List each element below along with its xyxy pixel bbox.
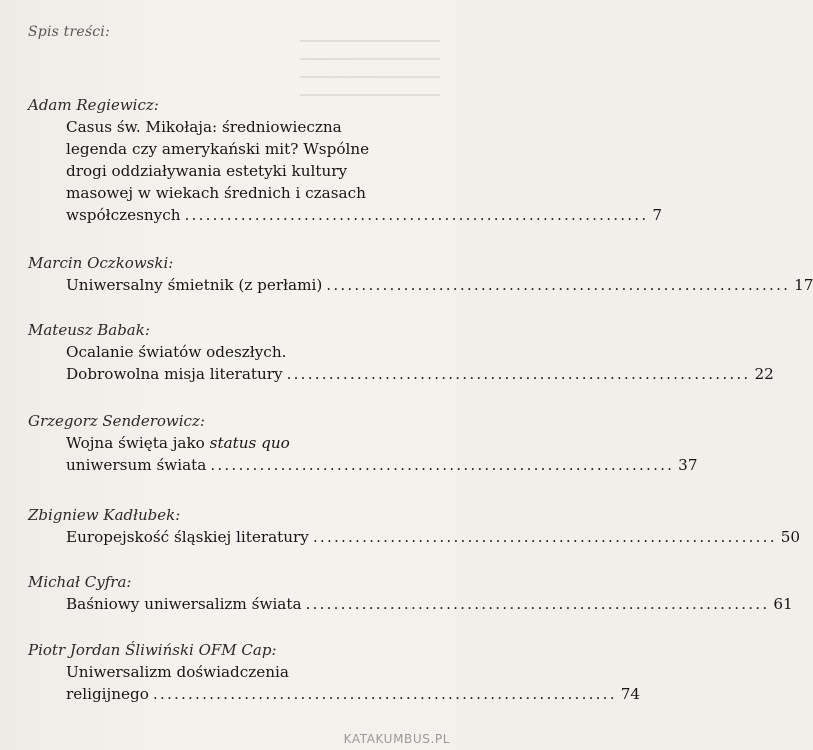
- page-number: 7: [652, 206, 663, 224]
- dot-leader: ..................................................................: [286, 365, 751, 383]
- dot-leader: ..................................................................: [312, 528, 777, 546]
- title-line: Casus św. Mikołaja: średniowieczna: [66, 118, 342, 136]
- entry-title: [66, 661, 641, 705]
- title-line: Baśniowy uniwersalizm świata: [66, 595, 302, 613]
- title-last-line: [66, 526, 801, 548]
- title-line: Dobrowolna misja literatury: [66, 365, 283, 383]
- page-number: 61: [773, 595, 793, 613]
- title-line: drogi oddziaływania estetyki kultury: [66, 162, 348, 180]
- page-number: 37: [678, 456, 698, 474]
- title-line: Ocalanie światów odeszłych.: [66, 343, 287, 361]
- page-number: 17: [794, 276, 813, 294]
- title-last-line: [66, 274, 813, 296]
- dot-leader: ..................................................................: [152, 685, 617, 703]
- entry-author: Grzegorz Senderowicz:: [28, 412, 205, 430]
- title-line: religijnego: [66, 685, 149, 703]
- entry-title: [66, 341, 774, 385]
- entry-title: [66, 526, 801, 548]
- title-line: masowej w wiekach średnich i czasach: [66, 184, 366, 202]
- entry-author: Adam Regiewicz:: [28, 96, 159, 114]
- page-number: 22: [754, 365, 774, 383]
- title-last-line: [66, 363, 774, 385]
- title-line: Uniwersalizm doświadczenia: [66, 663, 289, 681]
- entry-author: Marcin Oczkowski:: [28, 254, 174, 272]
- show-through-text: [300, 40, 440, 100]
- entry-title: [66, 116, 663, 226]
- dot-leader: ..................................................................: [210, 456, 675, 474]
- page-number: 50: [780, 528, 801, 546]
- entry-author: Zbigniew Kadłubek:: [28, 506, 181, 524]
- entry-author: Michał Cyfra:: [28, 573, 132, 591]
- title-line: [66, 432, 436, 454]
- dot-leader: ..................................................................: [305, 595, 770, 613]
- entry-title: [66, 432, 698, 476]
- title-line: legenda czy amerykański mit? Wspólne: [66, 140, 370, 158]
- entry-title: [66, 274, 813, 296]
- title-line: uniwersum świata: [66, 456, 207, 474]
- title-text: Wojna święta jako status quo: [66, 434, 290, 452]
- title-last-line: [66, 593, 793, 615]
- title-last-line: [66, 204, 663, 226]
- entry-author: Mateusz Babak:: [28, 321, 150, 339]
- toc-heading: Spis treści:: [28, 24, 110, 40]
- title-line: współczesnych: [66, 206, 181, 224]
- dot-leader: ..................................................................: [326, 276, 791, 294]
- page-number: 74: [620, 685, 641, 703]
- title-last-line: [66, 683, 641, 705]
- entry-author: Piotr Jordan Śliwiński OFM Cap:: [28, 641, 277, 659]
- title-last-line: [66, 454, 698, 476]
- title-line: Uniwersalny śmietnik (z perłami): [66, 276, 323, 294]
- dot-leader: ..................................................................: [184, 206, 649, 224]
- title-line: Europejskość śląskiej literatury: [66, 528, 309, 546]
- watermark: KATAKUMBUS.PL: [343, 732, 450, 746]
- italic-phrase: status quo: [209, 434, 290, 452]
- entry-title: [66, 593, 793, 615]
